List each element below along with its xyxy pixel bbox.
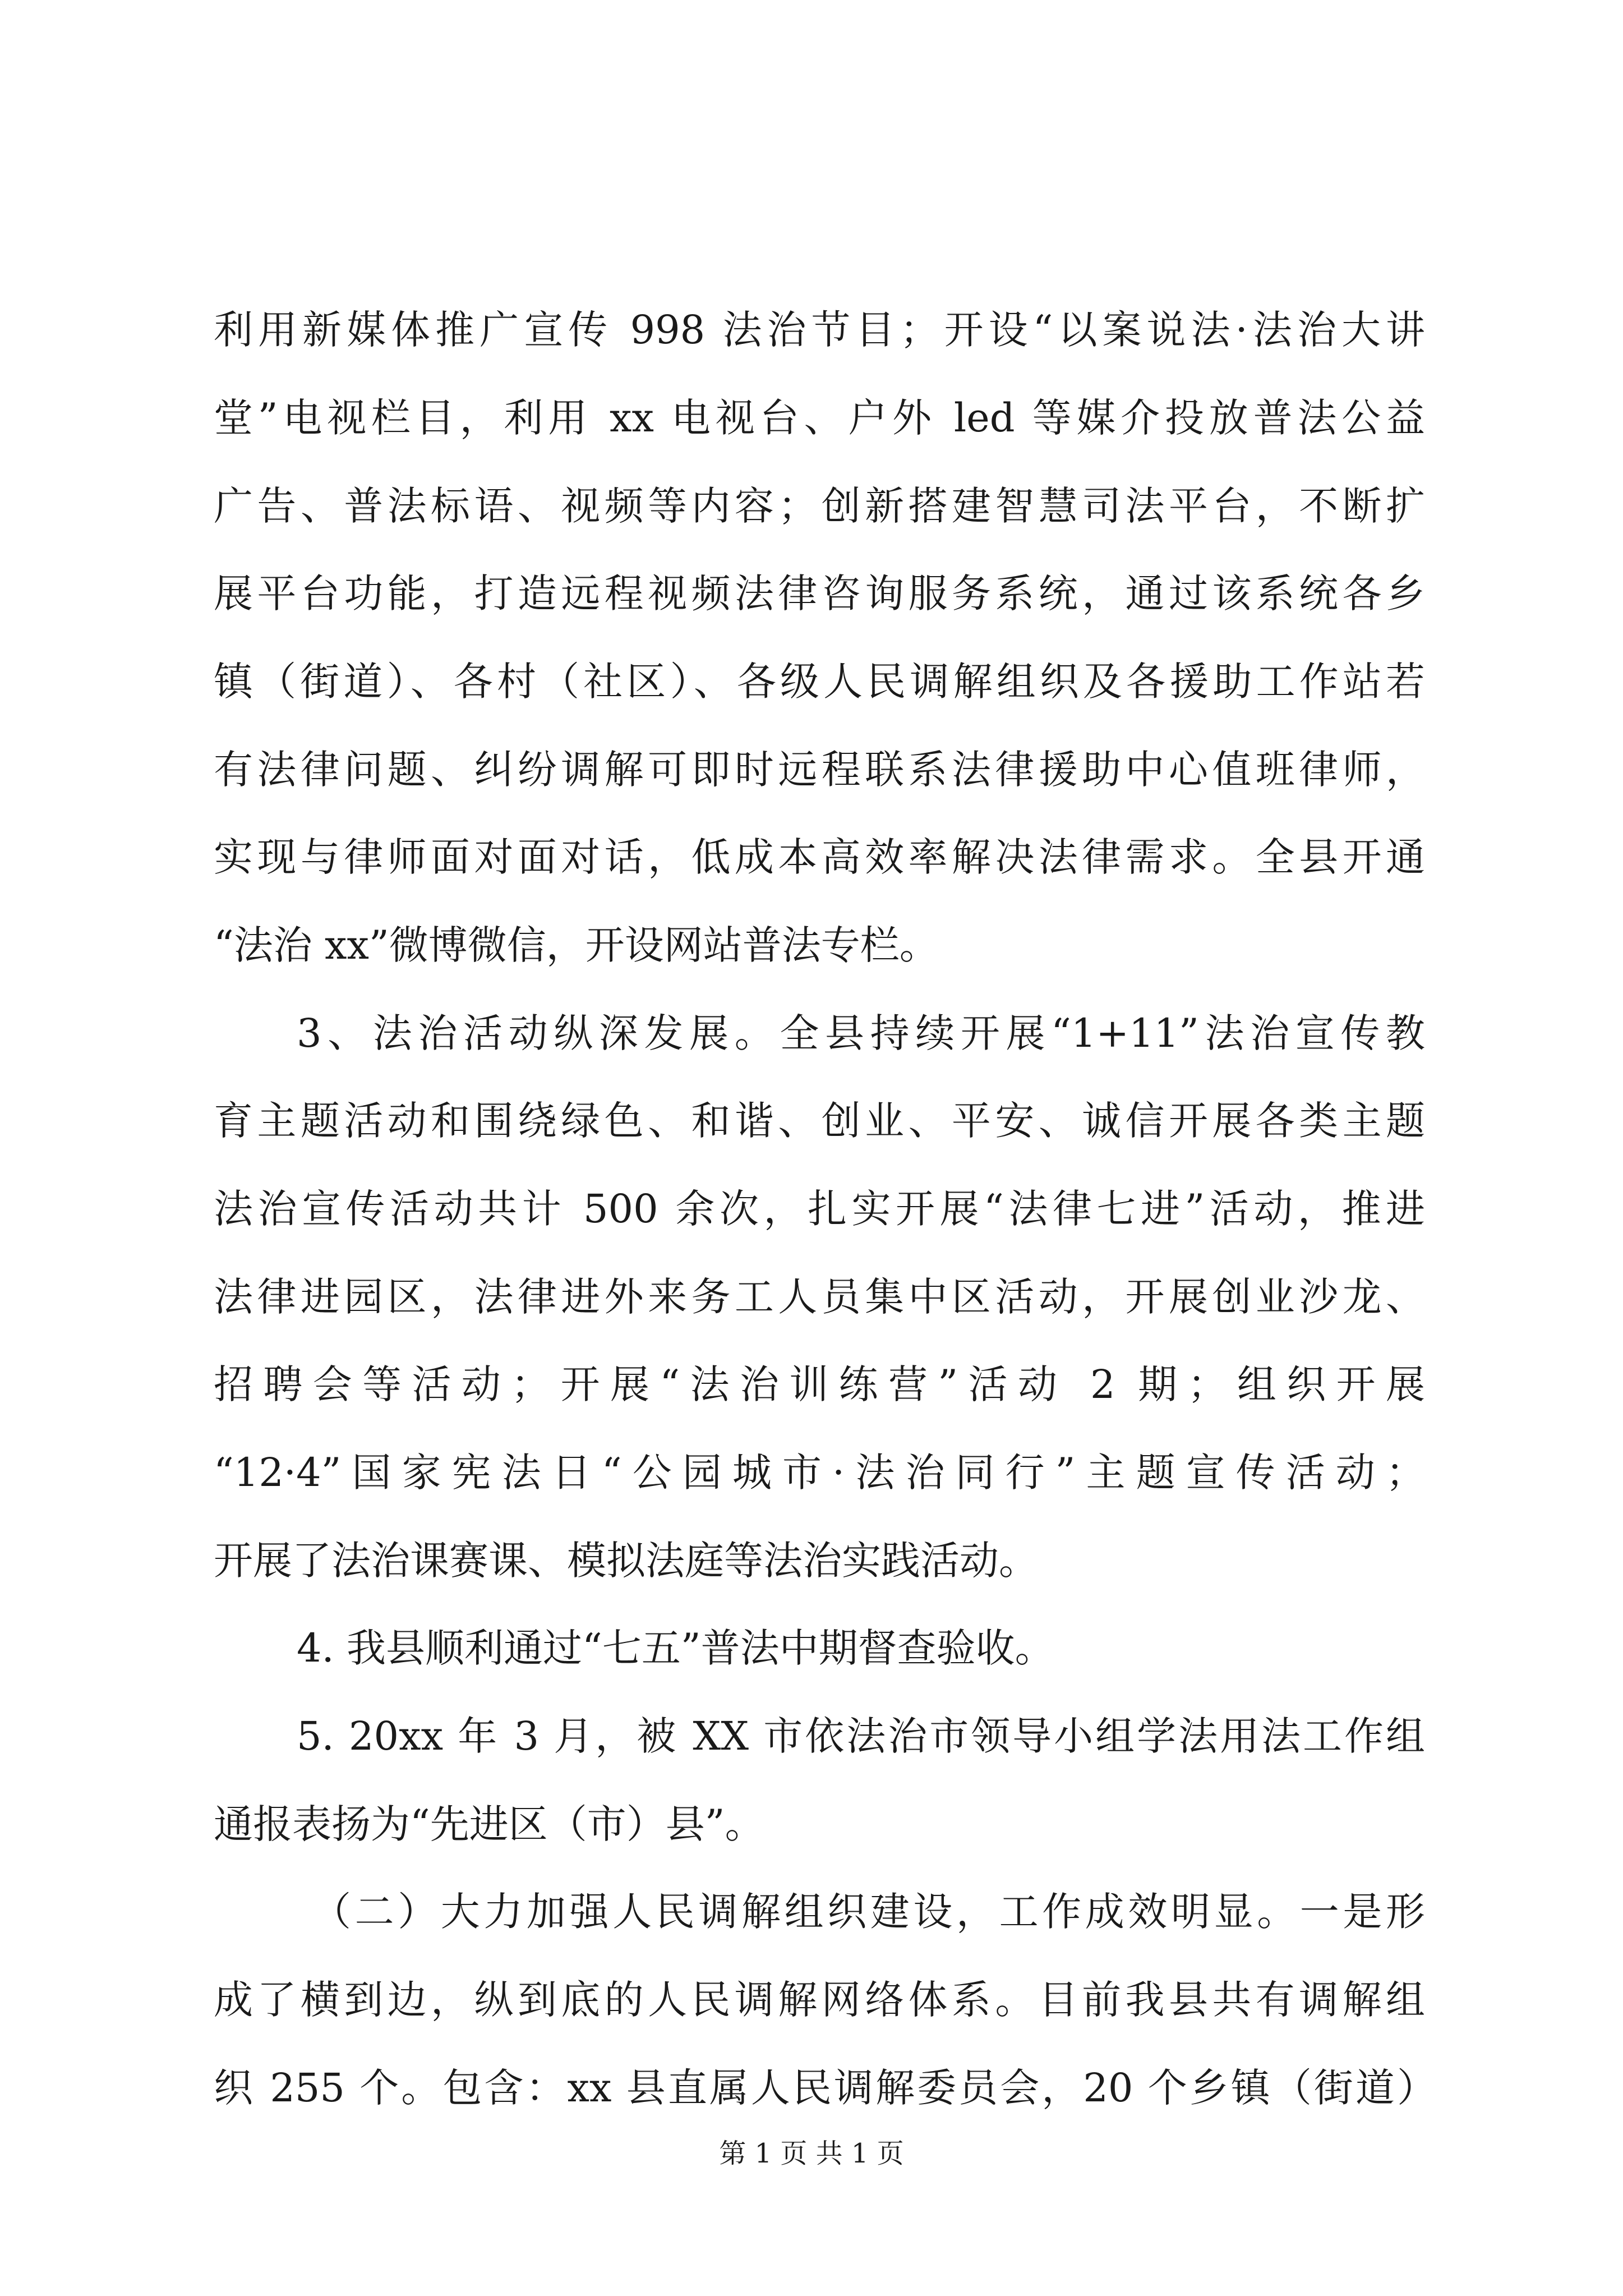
- text-line: 法律进园区，法律进外来务工人员集中区活动，开展创业沙龙、: [214, 1274, 1425, 1320]
- text-line: 招聘会等活动；开展“法治训练营”活动 2 期；组织开展: [214, 1361, 1425, 1407]
- text-line: 广告、普法标语、视频等内容；创新搭建智慧司法平台，不断扩: [214, 483, 1425, 529]
- text-line: 实现与律师面对面对话，低成本高效率解决法律需求。全县开通: [214, 834, 1425, 880]
- text-line: 开展了法治课赛课、模拟法庭等法治实践活动。: [214, 1538, 1038, 1584]
- text-line: 成了横到边，纵到底的人民调解网络体系。目前我县共有调解组: [214, 1977, 1425, 2023]
- paragraph-first-line: 5. 20xx 年 3 月，被 XX 市依法治市领导小组学法用法工作组: [297, 1713, 1425, 1759]
- text-line: 利用新媒体推广宣传 998 法治节目；开设“以案说法·法治大讲: [214, 307, 1425, 353]
- page-footer: 第 1 页 共 1 页: [719, 2138, 904, 2169]
- text-line: “12·4”国家宪法日“公园城市·法治同行”主题宣传活动；: [214, 1450, 1425, 1496]
- text-line: 织 255 个。包含：xx 县直属人民调解委员会，20 个乡镇（街道）: [214, 2065, 1436, 2111]
- paragraph-first-line: 4. 我县顺利通过“七五”普法中期督查验收。: [297, 1625, 1054, 1671]
- text-line: 通报表扬为“先进区（市）县”。: [214, 1801, 764, 1847]
- text-line: 育主题活动和围绕绿色、和谐、创业、平安、诚信开展各类主题: [214, 1098, 1425, 1144]
- text-line: 法治宣传活动共计 500 余次，扎实开展“法律七进”活动，推进: [214, 1186, 1425, 1232]
- paragraph-first-line: （二）大力加强人民调解组织建设，工作成效明显。一是形: [312, 1889, 1425, 1935]
- text-line: 展平台功能，打造远程视频法律咨询服务系统，通过该系统各乡: [214, 570, 1425, 616]
- text-line: “法治 xx”微博微信，开设网站普法专栏。: [214, 922, 939, 968]
- text-line: 有法律问题、纠纷调解可即时远程联系法律援助中心值班律师，: [214, 747, 1425, 793]
- text-line: 镇（街道）、各村（社区）、各级人民调解组织及各援助工作站若: [214, 659, 1425, 705]
- text-line: 堂”电视栏目，利用 xx 电视台、户外 led 等媒介投放普法公益: [214, 395, 1425, 441]
- paragraph-first-line: 3、法治活动纵深发展。全县持续开展“1+11”法治宣传教: [297, 1010, 1425, 1056]
